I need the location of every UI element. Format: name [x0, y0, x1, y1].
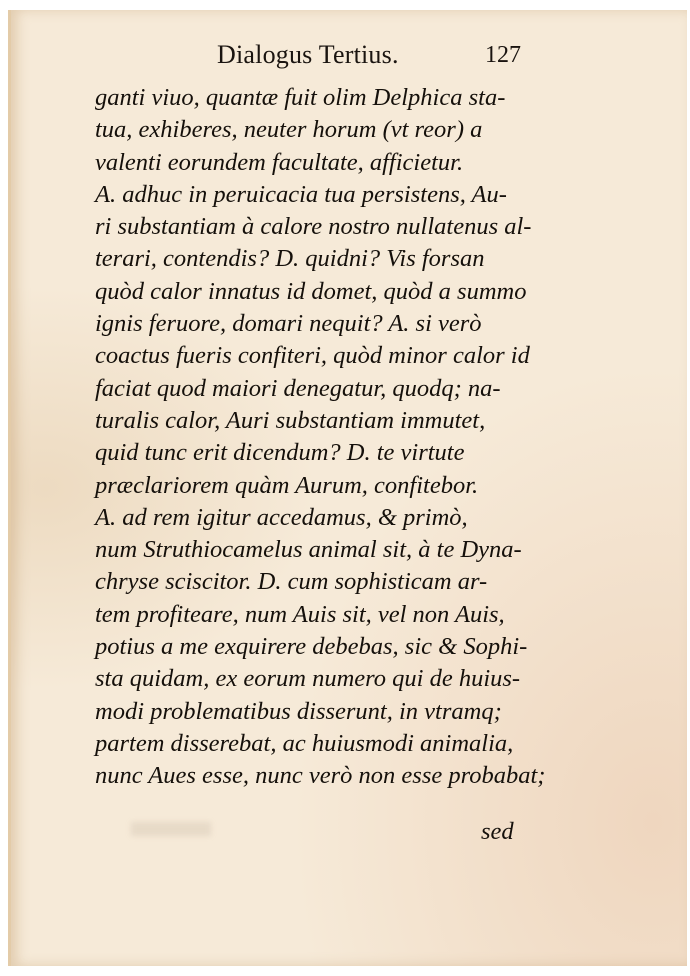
text-line: chryse sciscitor. D. cum sophisticam ar- — [95, 568, 488, 596]
text-line: num Struthiocamelus animal sit, à te Dyna- — [95, 536, 522, 564]
text-line: præclariorem quàm Aurum, confitebor. — [95, 471, 479, 499]
text-line: coactus fueris confiteri, quòd minor calor id — [95, 342, 530, 370]
text-line: nunc Aues esse, nunc verò non esse probabat; — [95, 762, 546, 790]
text-line: partem disserebat, ac huiusmodi animalia, — [95, 729, 514, 757]
text-line: A. adhuc in peruicacia tua persistens, Au- — [95, 180, 507, 208]
running-title: Dialogus Tertius. — [217, 40, 399, 69]
text-line: modi problematibus disserunt, in vtramq; — [95, 697, 502, 725]
text-line: ignis feruore, domari nequit? A. si verò — [95, 310, 482, 338]
page-number: 127 — [485, 42, 521, 68]
page-header — [217, 40, 557, 80]
text-line: potius a me exquirere debebas, sic & Sophi- — [95, 633, 528, 661]
text-line: quid tunc erit dicendum? D. te virtute — [95, 439, 465, 467]
book-page — [8, 10, 687, 966]
body-text — [95, 82, 675, 793]
text-line: terari, contendis? D. quidni? Vis forsan — [95, 245, 485, 273]
text-line: sta quidam, ex eorum numero qui de huius- — [95, 665, 521, 693]
text-line: turalis calor, Auri substantiam immutet, — [95, 406, 486, 434]
catchword: sed — [481, 818, 514, 845]
text-line: ganti viuo, quantæ fuit olim Delphica sta- — [95, 84, 506, 111]
text-line: ri substantiam à calore nostro nullatenus al- — [95, 213, 532, 241]
text-line: quòd calor innatus id domet, quòd a summo — [95, 277, 527, 305]
bleed-through-mark — [131, 822, 211, 836]
text-line: A. ad rem igitur accedamus, & primò, — [95, 503, 468, 531]
text-line: valenti eorundem facultate, afficietur. — [95, 148, 464, 176]
text-line: tem profiteare, num Auis sit, vel non Auis, — [95, 600, 505, 628]
text-line: faciat quod maiori denegatur, quodq; na- — [95, 374, 501, 402]
text-line: tua, exhiberes, neuter horum (vt reor) a — [95, 116, 483, 144]
